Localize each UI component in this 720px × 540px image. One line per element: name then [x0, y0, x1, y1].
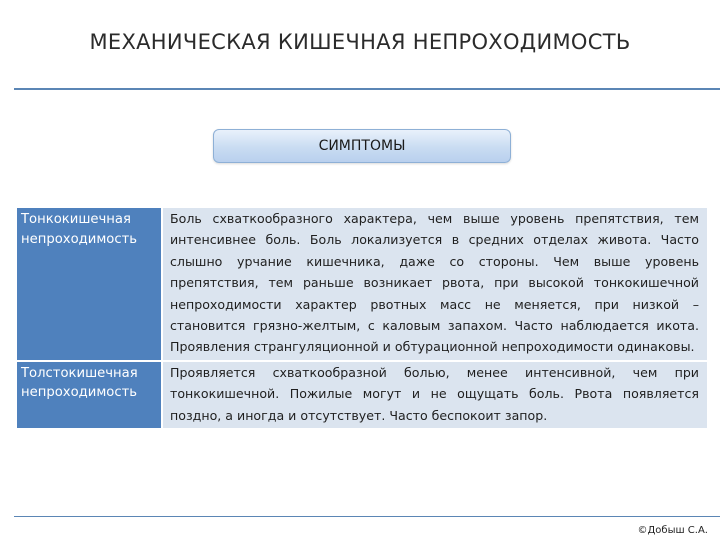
slide-title: МЕХАНИЧЕСКАЯ КИШЕЧНАЯ НЕПРОХОДИМОСТЬ — [89, 30, 631, 54]
bottom-divider — [14, 516, 720, 517]
table-row — [17, 208, 707, 360]
obstruction-type-large: Толстокишечная непроходимость — [17, 362, 163, 428]
obstruction-type-small: Тонкокишечная непроходимость — [17, 208, 163, 360]
symptoms-description-large: Проявляется схваткообразной болью, менее интенсивной, чем при тонкокишечной. Пожилые могут и не ощущать боль. Рвота появляется поздно, а иногда и отсутствует. Часто беспокоит запор. — [163, 362, 707, 428]
table-row — [17, 360, 707, 428]
symptoms-description-small: Боль схваткообразного характера, чем выше уровень препятствия, тем интенсивнее боль. Боль локализуется в средних отделах живота. Часто слышно урчание кишечника, даже со стороны. Чем выше уровень препятствия, тем раньше возникает рвота, при высокой тонкокишечной непроходимости характер рвотных масс не меняется, при низкой – становится грязно-желтым, с каловым запахом. Часто наблюдается икота. Проявления странгуляционной и обтурационной непроходимости одинаковы. — [163, 208, 707, 360]
top-divider — [14, 88, 720, 90]
symptoms-table — [17, 208, 707, 428]
symptoms-header: СИМПТОМЫ — [213, 129, 511, 163]
copyright-footer: ©Добыш С.А. — [637, 525, 708, 536]
